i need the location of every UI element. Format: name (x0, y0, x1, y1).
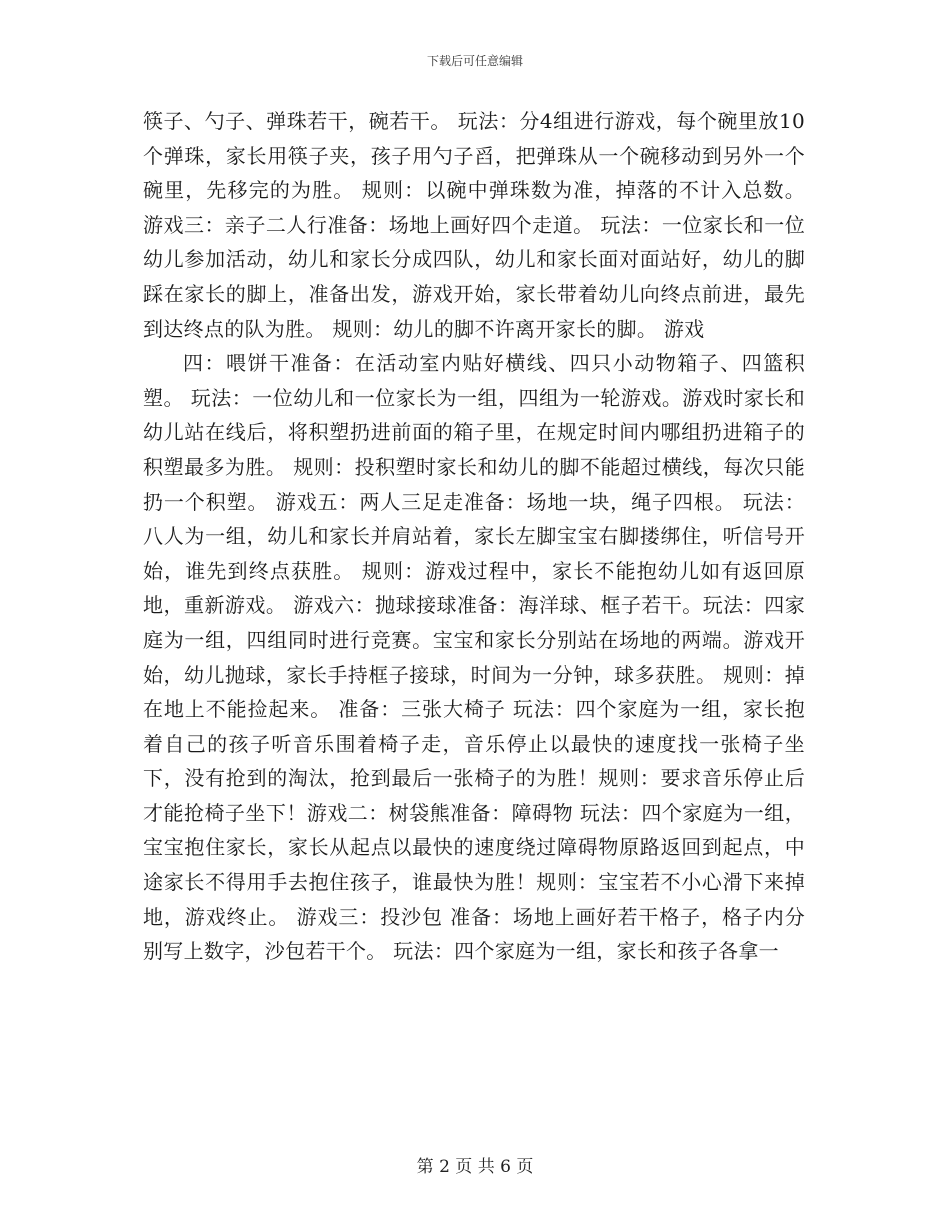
page-header: 下载后可任意编辑 (426, 54, 523, 68)
document-body (143, 104, 805, 969)
paragraph: 四：喂饼干准备：在活动室内贴好横线、四只小动物箱子、四篮积塑。 玩法：一位幼儿和一位家长为一组，四组为一轮游戏。游戏时家长和幼儿站在线后，将积塑扔进前面的箱子里，在规定时间内哪组扔进箱子的积塑最多为胜。 规则：投积塑时家长和幼儿的脚不能超过横线，每次只能扔一个积塑。 游戏五：两人三足走准备：场地一块，绳子四根。 玩法：八人为一组，幼儿和家长并肩站着，家长左脚宝宝右脚搂绑住，听信号开始，谁先到终点获胜。 规则：游戏过程中，家长不能抱幼儿如有返回原地，重新游戏。 游戏六：抛球接球准备：海洋球、框子若干。玩法：四家庭为一组，四组同时进行竞赛。宝宝和家长分别站在场地的两端。游戏开始，幼儿抛球，家长手持框子接球，时间为一分钟，球多获胜。 规则：掉在地上不能捡起来。 准备：三张大椅子 玩法：四个家庭为一组，家长抱着自己的孩子听音乐围着椅子走，音乐停止以最快的速度找一张椅子坐下，没有抢到的淘汰，抢到最后一张椅子的为胜！规则：要求音乐停止后才能抢椅子坐下！游戏二：树袋熊准备：障碍物 玩法：四个家庭为一组，宝宝抱住家长，家长从起点以最快的速度绕过障碍物原路返回到起点，中途家长不得用手去抱住孩子，谁最快为胜！规则：宝宝若不小心滑下来掉地，游戏终止。 游戏三：投沙包 准备：场地上画好若干格子，格子内分别写上数字，沙包若干个。 玩法：四个家庭为一组，家长和孩子各拿一 (143, 351, 805, 964)
page-footer: 第 2 页 共 6 页 (416, 1157, 534, 1177)
paragraph: 筷子、勺子、弹珠若干，碗若干。 玩法：分4组进行游戏，每个碗里放10个弹珠，家长用筷子夹，孩子用勺子舀，把弹珠从一个碗移动到另外一个碗里，先移完的为胜。 规则：以碗中弹珠数为准，掉落的不计入总数。 游戏三：亲子二人行准备：场地上画好四个走道。 玩法：一位家长和一位幼儿参加活动，幼儿和家长分成四队，幼儿和家长面对面站好，幼儿的脚踩在家长的脚上，准备出发，游戏开始，家长带着幼儿向终点前进，最先到达终点的队为胜。 规则：幼儿的脚不许离开家长的脚。 游戏 (143, 109, 805, 341)
